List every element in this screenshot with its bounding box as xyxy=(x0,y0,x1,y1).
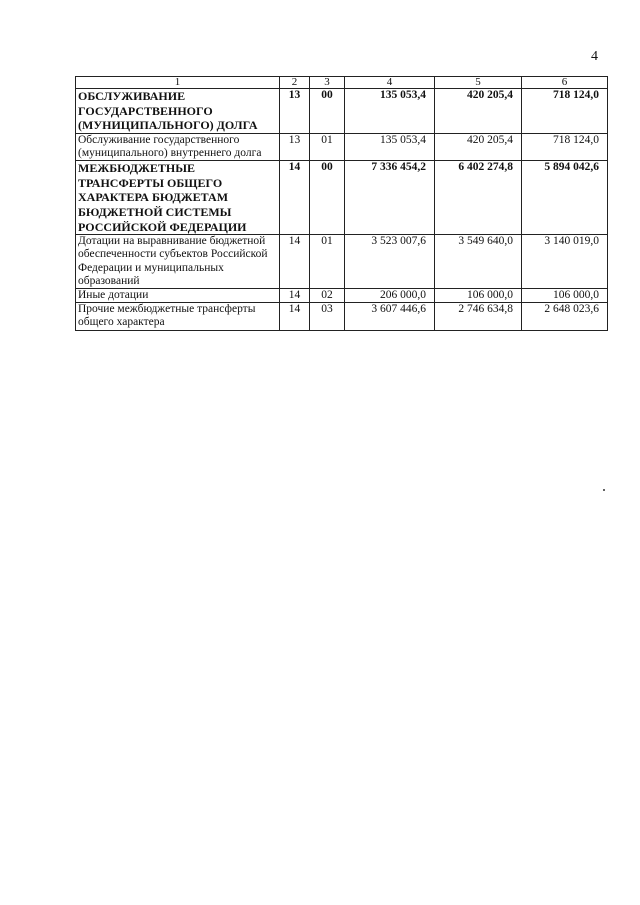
row-name: МЕЖБЮДЖЕТНЫЕ ТРАНСФЕРТЫ ОБЩЕГО ХАРАКТЕРА БЮДЖЕТАМ БЮДЖЕТНОЙ СИСТЕМЫ РОССИЙСКОЙ ФЕДЕРАЦИИ xyxy=(76,161,280,235)
row-value-year2: 106 000,0 xyxy=(435,288,522,302)
row-section: 13 xyxy=(280,89,310,134)
row-section: 13 xyxy=(280,133,310,160)
table-header-row xyxy=(76,77,608,89)
row-name: Обслуживание государственного (муниципального) внутреннего долга xyxy=(76,133,280,160)
row-name: ОБСЛУЖИВАНИЕ ГОСУДАРСТВЕННОГО (МУНИЦИПАЛЬНОГО) ДОЛГА xyxy=(76,89,280,134)
table-row xyxy=(76,303,608,330)
row-subsection: 00 xyxy=(310,161,345,235)
row-value-year1: 135 053,4 xyxy=(345,89,435,134)
stray-dot xyxy=(603,489,605,491)
row-subsection: 01 xyxy=(310,133,345,160)
row-value-year3: 5 894 042,6 xyxy=(522,161,608,235)
row-section: 14 xyxy=(280,161,310,235)
table-row xyxy=(76,133,608,160)
page-number: 4 xyxy=(591,49,598,64)
row-name: Прочие межбюджетные трансферты общего характера xyxy=(76,303,280,330)
row-name: Дотации на выравнивание бюджетной обеспеченности субъектов Российской Федерации и муниципальных образований xyxy=(76,235,280,289)
row-subsection: 02 xyxy=(310,288,345,302)
header-col-5: 5 xyxy=(435,77,522,89)
row-value-year2: 420 205,4 xyxy=(435,89,522,134)
table-row xyxy=(76,161,608,235)
row-value-year3: 2 648 023,6 xyxy=(522,303,608,330)
table-row xyxy=(76,89,608,134)
row-value-year1: 135 053,4 xyxy=(345,133,435,160)
row-value-year2: 6 402 274,8 xyxy=(435,161,522,235)
budget-table xyxy=(75,76,608,331)
table-row xyxy=(76,288,608,302)
row-value-year2: 2 746 634,8 xyxy=(435,303,522,330)
row-subsection: 00 xyxy=(310,89,345,134)
row-value-year1: 206 000,0 xyxy=(345,288,435,302)
header-col-2: 2 xyxy=(280,77,310,89)
table-row xyxy=(76,235,608,289)
header-col-1: 1 xyxy=(76,77,280,89)
row-value-year1: 7 336 454,2 xyxy=(345,161,435,235)
row-value-year3: 718 124,0 xyxy=(522,89,608,134)
row-value-year2: 420 205,4 xyxy=(435,133,522,160)
row-section: 14 xyxy=(280,288,310,302)
row-section: 14 xyxy=(280,303,310,330)
row-value-year2: 3 549 640,0 xyxy=(435,235,522,289)
row-subsection: 01 xyxy=(310,235,345,289)
row-value-year1: 3 607 446,6 xyxy=(345,303,435,330)
row-name: Иные дотации xyxy=(76,288,280,302)
header-col-3: 3 xyxy=(310,77,345,89)
header-col-4: 4 xyxy=(345,77,435,89)
row-value-year3: 3 140 019,0 xyxy=(522,235,608,289)
row-value-year1: 3 523 007,6 xyxy=(345,235,435,289)
header-col-6: 6 xyxy=(522,77,608,89)
row-section: 14 xyxy=(280,235,310,289)
row-subsection: 03 xyxy=(310,303,345,330)
row-value-year3: 718 124,0 xyxy=(522,133,608,160)
row-value-year3: 106 000,0 xyxy=(522,288,608,302)
